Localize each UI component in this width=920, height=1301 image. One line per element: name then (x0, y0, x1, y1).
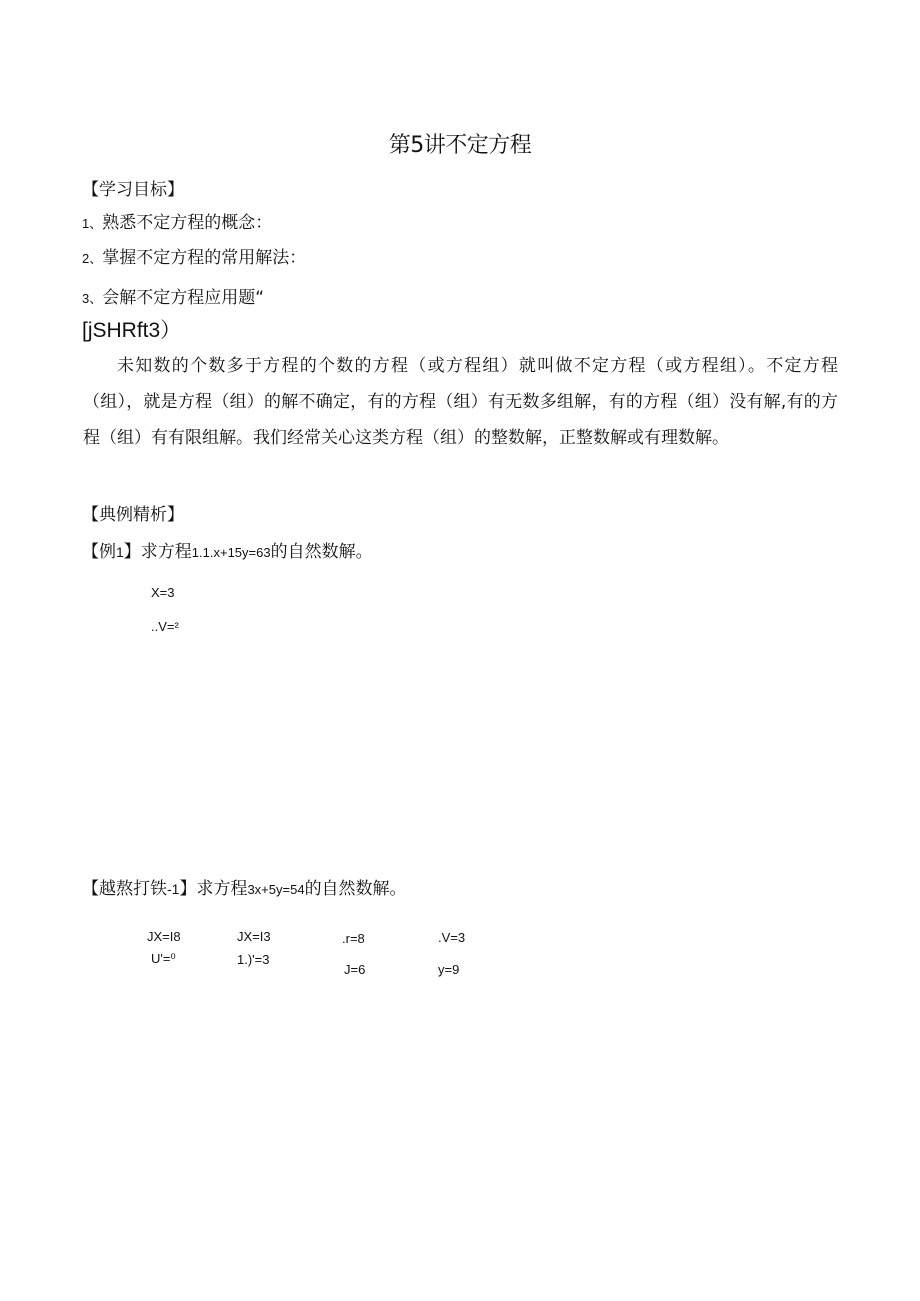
definition-paragraph: 未知数的个数多于方程的个数的方程（或方程组）就叫做不定方程（或方程组）。不定方程（组），就是方程（组）的解不确定，有的方程（组）有无数多组解，有的方程（组）没有解,有的方程（组）有有限组解。我们经常关心这类方程（组）的整数解，正整数解或有理数解。 (83, 356, 838, 448)
practice-solution-1-x: JX=I8 (147, 929, 181, 944)
example-suffix: 的自然数解。 (270, 542, 373, 562)
practice-solution-1-y: U'=⁰ (151, 951, 176, 966)
objectives-heading: 【学习目标】 (82, 180, 184, 200)
practice-solution-2-y: 1.)'=3 (237, 952, 270, 967)
example-equation: 1.1.x+15y=63 (191, 545, 271, 560)
practice-1-question (82, 874, 407, 899)
section-heading: [jSHRft3） (82, 319, 182, 342)
objective-item-2 (82, 243, 306, 268)
practice-solution-4-x: .V=3 (438, 930, 466, 945)
page-title: 第5讲不定方程 (388, 133, 532, 158)
practice-equation: 3x+5y=54 (247, 882, 305, 897)
example-1-question (82, 537, 373, 562)
objective-item-3 (82, 283, 264, 308)
examples-heading: 【典例精析】 (82, 505, 184, 525)
objective-number: 2、 (82, 251, 103, 266)
example-label-open: 【例 (82, 542, 116, 562)
example-1-solution-x: X=3 (151, 585, 175, 600)
objective-text: 掌握不定方程的常用解法： (102, 248, 307, 268)
practice-solution-4-y: y=9 (438, 962, 460, 977)
objective-text: 熟悉不定方程的概念： (102, 213, 273, 233)
example-1-solution-y: ..V=² (151, 619, 179, 634)
practice-label-close: 】求方程 (179, 879, 248, 899)
objective-number: 1、 (82, 216, 103, 231)
practice-solution-3-y: J=6 (344, 962, 366, 977)
objective-text: 会解不定方程应用题“ (102, 288, 265, 308)
practice-solution-3-x: .r=8 (342, 931, 365, 946)
example-label-number: 1 (116, 544, 124, 560)
objective-item-1 (82, 208, 272, 233)
practice-suffix: 的自然数解。 (304, 879, 407, 899)
practice-label-number: -1 (167, 881, 180, 897)
example-label-close: 】求方程 (123, 542, 192, 562)
objective-number: 3、 (82, 291, 103, 306)
practice-solution-2-x: JX=I3 (237, 929, 271, 944)
practice-label-open: 【越熬打铁 (82, 879, 167, 899)
